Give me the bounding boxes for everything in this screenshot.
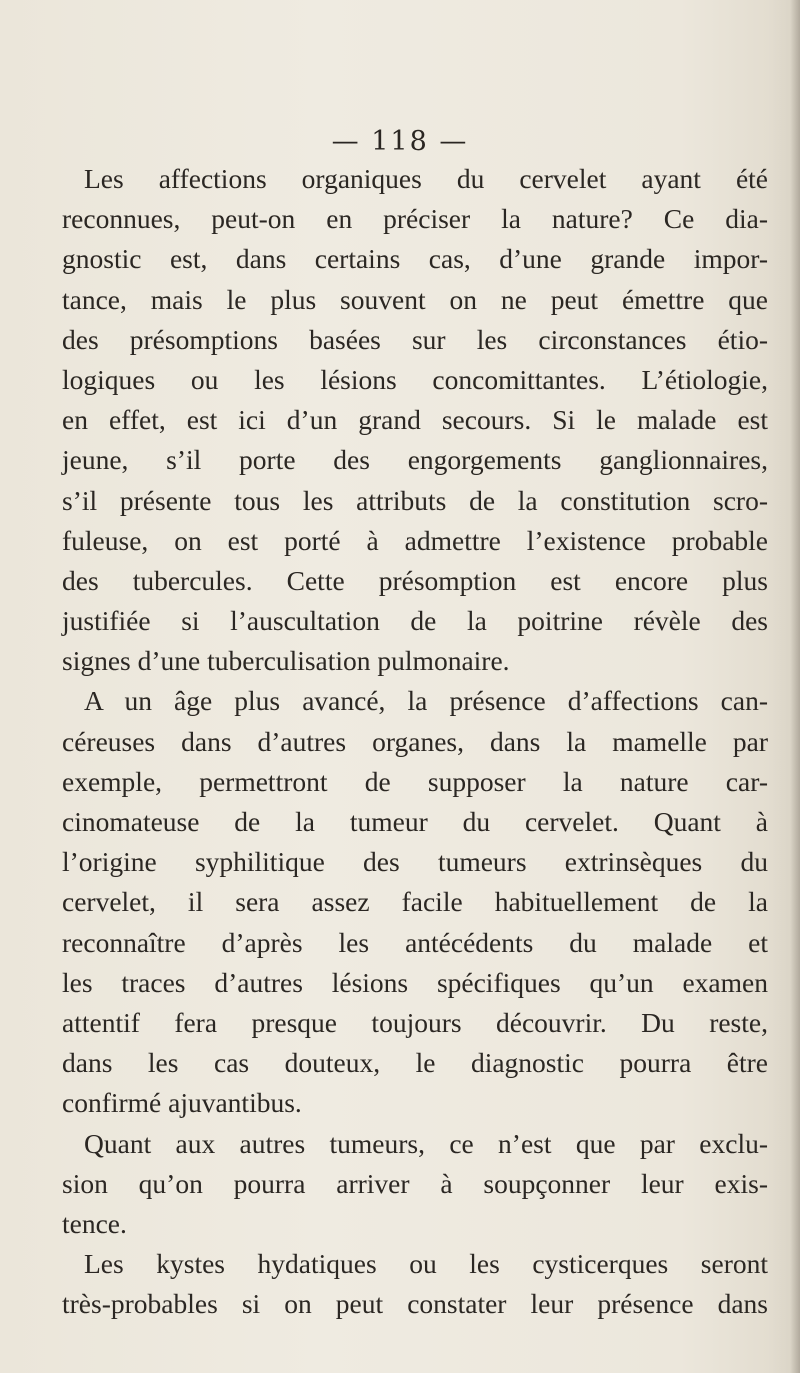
text-line: céreuses dans d’autres organes, dans la mamelle par [62, 725, 768, 757]
text-line: cinomateuse de la tumeur du cervelet. Quant à [62, 806, 768, 837]
text-line: exemple, permettront de supposer la nature car- [62, 765, 768, 797]
text-line: logiques ou les lésions concomittantes. L’étiologie, [62, 363, 768, 395]
body-text [62, 159, 768, 1324]
text-line: dans les cas douteux, le diagnostic pourra être [62, 1047, 768, 1079]
text-line: Quant aux autres tumeurs, ce n’est que par exclu- [84, 1127, 768, 1159]
text-line: sion qu’on pourra arriver à soupçonner leur exis- [62, 1167, 768, 1199]
text-line: A un âge plus avancé, la présence d’affections can- [84, 685, 768, 717]
text-line: très-probables si on peut constater leur présence dans [62, 1288, 768, 1320]
text-line: reconnaître d’après les antécédents du malade et [62, 926, 768, 958]
text-line: des tubercules. Cette présomption est encore plus [62, 564, 768, 596]
text-line: s’il présente tous les attributs de la constitution scro- [62, 484, 768, 516]
text-line: attentif fera presque toujours découvrir. Du reste, [62, 1006, 768, 1038]
text-line: Les kystes hydatiques ou les cysticerques seront [84, 1248, 768, 1280]
text-line: confirmé ajuvantibus. [62, 1087, 302, 1119]
text-line: l’origine syphilitique des tumeurs extrinsèques du [62, 846, 768, 878]
text-line: tance, mais le plus souvent on ne peut émettre que [62, 283, 768, 315]
text-line: signes d’une tuberculisation pulmonaire. [62, 645, 510, 677]
text-line: gnostic est, dans certains cas, d’une grande impor- [62, 243, 768, 275]
text-line: fuleuse, on est porté à admettre l’existence probable [62, 524, 768, 556]
text-line: les traces d’autres lésions spécifiques qu’un examen [62, 966, 768, 998]
text-line: justifiée si l’auscultation de la poitrine révèle des [62, 605, 768, 637]
page-edge-shadow [790, 0, 800, 1373]
text-line: des présomptions basées sur les circonstances étio- [62, 323, 768, 355]
page-number-header: — 118 — [331, 126, 469, 157]
text-line: Les affections organiques du cervelet ayant été [84, 163, 768, 194]
text-line: tence. [62, 1207, 127, 1239]
text-line: jeune, s’il porte des engorgements ganglionnaires, [62, 444, 768, 476]
text-line: reconnues, peut-on en préciser la nature? Ce dia- [62, 203, 768, 235]
text-line: en effet, est ici d’un grand secours. Si le malade est [62, 404, 768, 436]
text-line: cervelet, il sera assez facile habituellement de la [62, 886, 768, 918]
